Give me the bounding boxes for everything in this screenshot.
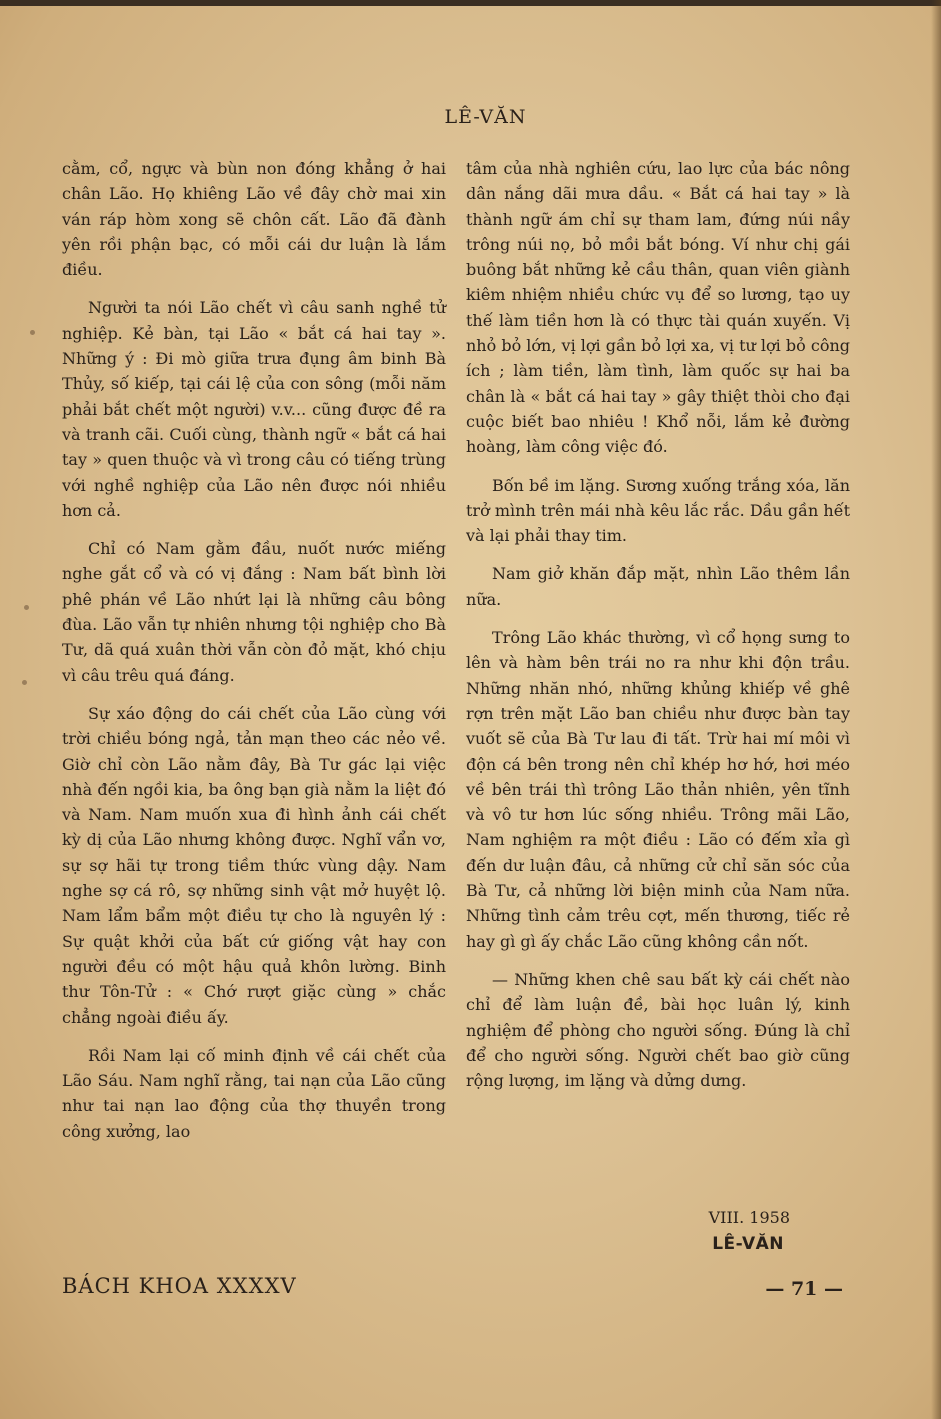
- paragraph: Nam giở khăn đắp mặt, nhìn Lão thêm lần nữa.: [466, 564, 850, 609]
- publication-footer: BÁCH KHOA XXXXV: [62, 1274, 297, 1298]
- paper-speck: [30, 330, 35, 335]
- running-header: LÊ-VĂN: [444, 106, 527, 128]
- paragraph: Chỉ có Nam gằm đầu, nuốt nước miếng nghe gắt cổ và có vị đắng : Nam bất bình lời phê phán về Lão nhứt lại là những câu bông đùa. Lão vẫn tự nhiên nhưng tội nghiệp cho Bà Tư, dã quá xuân thời vẫn còn đỏ mặt, khó chịu vì câu trêu quá đáng.: [62, 539, 446, 685]
- right-text-column: [466, 156, 850, 1106]
- page-top-edge: [0, 0, 941, 6]
- paragraph: Bốn bề im lặng. Sương xuống trắng xóa, lăn trở mình trên mái nhà kêu lắc rắc. Dầu gần hết và lại phải thay tim.: [466, 475, 850, 546]
- paper-speck: [24, 605, 29, 610]
- page-right-edge-shadow: [931, 0, 941, 1419]
- paragraph: Sự xáo động do cái chết của Lão cùng với trời chiều bóng ngả, tản mạn theo các nẻo về. Giờ chỉ còn Lão nằm đây, Bà Tư gác lại việc nhà đến ngồi kia, ba ông bạn già nằm la liệt đó và Nam. Nam muốn xua đi hình ảnh cái chết kỳ dị của Lão nhưng không được. Nghĩ vẩn vơ, sự sợ hãi tự trong tiềm thức vùng dậy. Nam nghe sợ cá rô, sợ những sinh vật mở huyệt lộ. Nam lẩm bẩm một điều tự cho là nguyên lý : Sự quật khởi của bất cứ giống vật hay con người đều có một hậu quả khôn lường. Binh thư Tôn-Tử : « Chớ rượt giặc cùng » chắc chẳng ngoài điều ấy.: [62, 703, 446, 1027]
- article-date: VIII. 1958: [708, 1208, 790, 1227]
- left-text-column: [62, 156, 446, 1157]
- paragraph: Rồi Nam lại cố minh định về cái chết của Lão Sáu. Nam nghĩ rằng, tai nạn của Lão cũng như tai nạn lao động của thợ thuyền trong công xưởng, lao: [62, 1045, 446, 1141]
- article-author: LÊ-VĂN: [712, 1234, 784, 1254]
- page-number: — 71 —: [765, 1278, 843, 1300]
- paper-speck: [22, 680, 27, 685]
- paragraph: cằm, cổ, ngực và bùn non đóng khẳng ở hai chân Lão. Họ khiêng Lão về đây chờ mai xin ván ráp hòm xong sẽ chôn cất. Lão đã đành yên rồi phận bạc, có mỗi cái dư luận là lắm điều.: [62, 159, 446, 280]
- article-signoff: [466, 1206, 850, 1258]
- paragraph: — Những khen chê sau bất kỳ cái chết nào chỉ để làm luận đề, bài học luân lý, kinh nghiệm để phòng cho người sống. Đúng là chỉ để cho người sống. Người chết bao giờ cũng rộng lượng, im lặng và dửng dưng.: [466, 969, 850, 1091]
- paragraph: Trông Lão khác thường, vì cổ họng sưng to lên và hàm bên trái no ra như khi độn trầu. Những nhăn nhó, những khủng khiếp về ghê rợn trên mặt Lão ban chiều như được bàn tay vuốt sẽ của Bà Tư lau đi tất. Trừ hai mí môi vì độn cá bên trong nên chỉ khép hơ hớ, hơi méo về bên trái thì trông Lão thản nhiên, yên tĩnh và vô tư hơn lúc sống nhiều. Trông mãi Lão, Nam nghiệm ra một điều : Lão có đếm xỉa gì đến dư luận đâu, cả những cử chỉ săn sóc của Bà Tư, cả những lời biện minh của Nam nữa. Những tình cảm trêu cợt, mến thương, tiếc rẻ hay gì gì ấy chắc Lão cũng không cần nốt.: [466, 628, 850, 951]
- paragraph: tâm của nhà nghiên cứu, lao lực của bác nông dân nắng dãi mưa dầu. « Bắt cá hai tay » là thành ngữ ám chỉ sự tham lam, đứng núi nầy trông núi nọ, bỏ mồi bắt bóng. Ví như chị gái buông bắt những kẻ cầu thân, quan viên giành kiêm nhiệm nhiều chức vụ để so lương, tạo uy thế làm tiền hơn là có thực tài quán xuyến. Vị nhỏ bỏ lớn, vị lợi gần bỏ lợi xa, vị tư lợi bỏ công ích ; làm tiền, làm tình, làm quốc sự hai ba chân là « bắt cá hai tay » gây thiệt thòi cho đại cuộc biết bao nhiêu ! Khổ nỗi, lắm kẻ đường hoàng, làm công việc đó.: [466, 159, 850, 457]
- paragraph: Người ta nói Lão chết vì câu sanh nghề tử nghiệp. Kẻ bàn, tại Lão « bắt cá hai tay ». Những ý : Đi mò giữa trưa đụng âm binh Bà Thủy, số kiếp, tại cái lệ của con sông (mỗi năm phải bắt chết một người) v.v... cũng được đề ra và tranh cãi. Cuối cùng, thành ngữ « bắt cá hai tay » quen thuộc và vì trong câu có tiếng trùng với nghề nghiệp của Lão nên được nói nhiều hơn cả.: [62, 298, 446, 520]
